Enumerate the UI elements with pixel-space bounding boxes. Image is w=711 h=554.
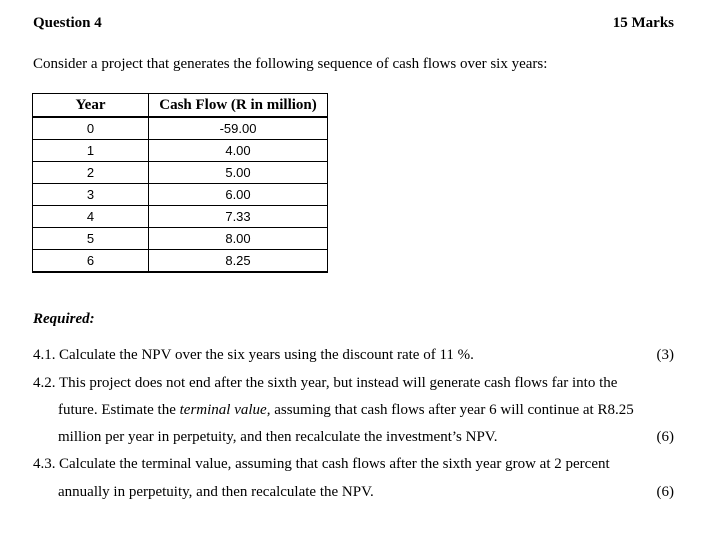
item-text: Calculate the NPV over the six years using the discount rate of 11 %. — [59, 347, 474, 363]
item-4-2-line3: million per year in perpetuity, and then recalculate the investment’s NPV. — [58, 429, 498, 445]
cash-flow-cell: 6.00 — [149, 184, 328, 206]
item-marks: (3) — [656, 347, 674, 363]
year-cell: 5 — [33, 228, 149, 250]
year-cell: 3 — [33, 184, 149, 206]
item-4-1 — [33, 347, 474, 364]
item-number: 4.1. — [33, 347, 56, 363]
item-marks: (6) — [656, 484, 674, 500]
year-cell: 6 — [33, 250, 149, 273]
year-cell: 4 — [33, 206, 149, 228]
table-row — [33, 162, 328, 184]
cash-flow-cell: 8.25 — [149, 250, 328, 273]
year-header: Year — [33, 94, 149, 118]
cash-flow-cell: 7.33 — [149, 206, 328, 228]
item-text: future. Estimate the — [58, 402, 180, 418]
cash-flow-cell: 8.00 — [149, 228, 328, 250]
item-4-3-line2: annually in perpetuity, and then recalculate the NPV. — [58, 484, 374, 500]
item-text: Calculate the terminal value, assuming that cash flows after the sixth year grow at 2 percent — [59, 456, 610, 472]
required-heading: Required: — [33, 311, 95, 327]
question-intro: Consider a project that generates the following sequence of cash flows over six years: — [33, 56, 548, 72]
item-4-2 — [33, 375, 617, 392]
table-header-row — [33, 94, 328, 118]
table-row — [33, 228, 328, 250]
item-number: 4.3. — [33, 456, 56, 472]
question-title: Question 4 — [33, 15, 102, 31]
cash-flow-cell: 5.00 — [149, 162, 328, 184]
year-cell: 0 — [33, 117, 149, 140]
cash-flow-header: Cash Flow (R in million) — [149, 94, 328, 118]
total-marks: 15 Marks — [612, 15, 674, 31]
item-marks: (6) — [656, 429, 674, 445]
item-text: This project does not end after the sixth year, but instead will generate cash flows far into the — [59, 375, 618, 391]
table-row — [33, 184, 328, 206]
item-4-2-line2 — [58, 402, 634, 419]
year-cell: 2 — [33, 162, 149, 184]
terminal-value-term: terminal value — [179, 402, 267, 418]
cash-flow-table — [32, 93, 328, 273]
table-row — [33, 206, 328, 228]
table-row — [33, 117, 328, 140]
item-number: 4.2. — [33, 375, 56, 391]
table-row — [33, 250, 328, 273]
cash-flow-cell: 4.00 — [149, 140, 328, 162]
item-4-3 — [33, 456, 610, 473]
item-text: , assuming that cash flows after year 6 will continue at R8.25 — [266, 402, 634, 418]
cash-flow-cell: -59.00 — [149, 117, 328, 140]
table-row — [33, 140, 328, 162]
year-cell: 1 — [33, 140, 149, 162]
